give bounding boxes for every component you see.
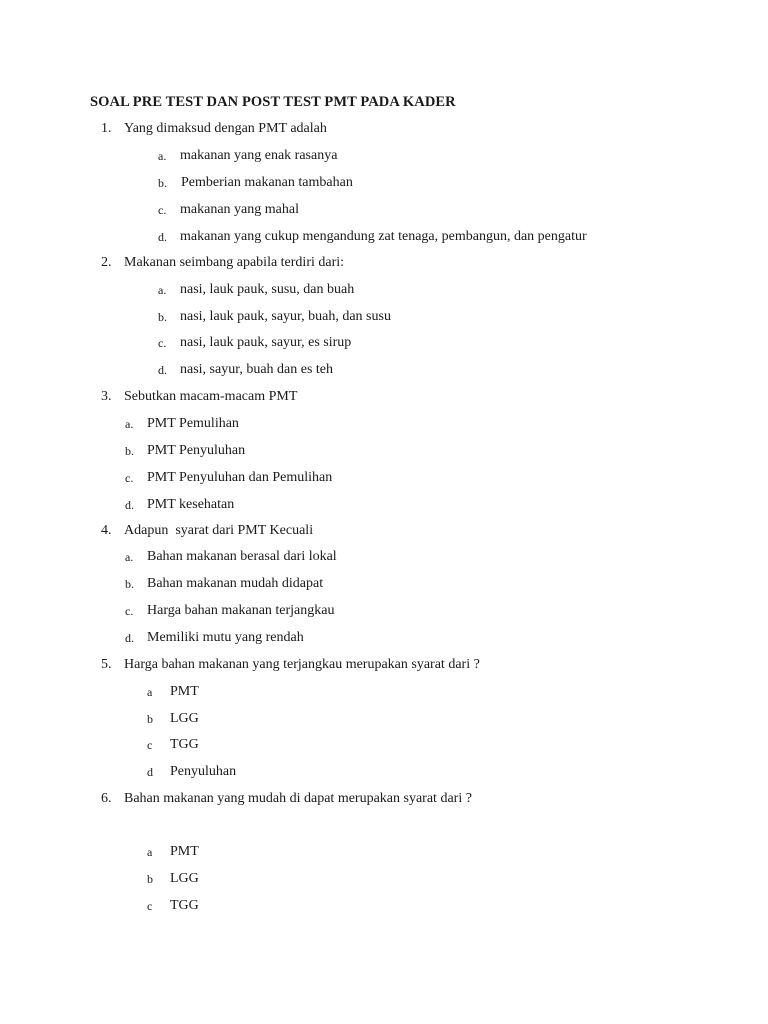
option-marker: b.: [158, 176, 167, 190]
option-marker: c: [147, 899, 153, 913]
option-marker: a.: [125, 417, 134, 431]
question-number: 5.: [101, 657, 112, 672]
option-marker: c.: [158, 336, 167, 350]
document-title: SOAL PRE TEST DAN POST TEST PMT PADA KADER: [90, 94, 456, 110]
option-marker: d.: [158, 363, 167, 377]
option-text: Memiliki mutu yang rendah: [147, 630, 304, 645]
option-marker: b.: [125, 444, 134, 458]
option-text: Harga bahan makanan terjangkau: [147, 603, 335, 618]
option-text: nasi, lauk pauk, susu, dan buah: [180, 282, 355, 297]
option-marker: a.: [158, 149, 167, 163]
option-text: makanan yang enak rasanya: [180, 148, 338, 163]
option-marker: d: [147, 765, 153, 779]
option-text: nasi, sayur, buah dan es teh: [180, 362, 334, 377]
option-marker: a: [147, 685, 153, 699]
option-marker: c.: [125, 604, 134, 618]
option-marker: d.: [125, 498, 134, 512]
option-text: nasi, lauk pauk, sayur, es sirup: [180, 335, 352, 350]
option-text: PMT Penyuluhan: [147, 443, 246, 458]
option-text: nasi, lauk pauk, sayur, buah, dan susu: [180, 309, 391, 324]
question-number: 4.: [101, 523, 112, 538]
option-marker: c.: [158, 203, 167, 217]
option-marker: b.: [125, 577, 134, 591]
option-text: makanan yang cukup mengandung zat tenaga, pembangun, dan pengatur: [180, 229, 587, 244]
question-number: 3.: [101, 389, 112, 404]
option-text: Bahan makanan berasal dari lokal: [147, 549, 337, 564]
option-text: PMT kesehatan: [147, 497, 235, 512]
option-text: Pemberian makanan tambahan: [181, 175, 353, 190]
option-text: TGG: [170, 737, 199, 752]
option-marker: a.: [125, 550, 134, 564]
option-marker: b: [147, 872, 153, 886]
question-text: Sebutkan macam-macam PMT: [124, 389, 298, 404]
option-marker: d.: [125, 631, 134, 645]
option-text: makanan yang mahal: [180, 202, 299, 217]
option-marker: a: [147, 845, 153, 859]
option-marker: b.: [158, 310, 167, 324]
option-marker: b: [147, 712, 153, 726]
option-text: LGG: [170, 871, 199, 886]
question-number: 2.: [101, 255, 112, 270]
option-text: PMT Penyuluhan dan Pemulihan: [147, 470, 333, 485]
question-text: Harga bahan makanan yang terjangkau merupakan syarat dari ?: [124, 657, 480, 672]
option-text: PMT: [170, 844, 199, 859]
question-text: Bahan makanan yang mudah di dapat merupakan syarat dari ?: [124, 791, 472, 806]
question-number: 1.: [101, 121, 112, 136]
question-number: 6.: [101, 791, 112, 806]
option-marker: a.: [158, 283, 167, 297]
option-marker: c.: [125, 471, 134, 485]
question-text: Makanan seimbang apabila terdiri dari:: [124, 255, 345, 270]
option-text: Penyuluhan: [170, 764, 237, 779]
option-text: LGG: [170, 711, 199, 726]
option-text: TGG: [170, 898, 199, 913]
option-marker: d.: [158, 230, 167, 244]
question-text: Adapun syarat dari PMT Kecuali: [124, 523, 314, 538]
option-text: PMT: [170, 684, 199, 699]
option-text: PMT Pemulihan: [147, 416, 239, 431]
option-marker: c: [147, 738, 153, 752]
question-text: Yang dimaksud dengan PMT adalah: [124, 121, 327, 136]
option-text: Bahan makanan mudah didapat: [147, 576, 324, 591]
